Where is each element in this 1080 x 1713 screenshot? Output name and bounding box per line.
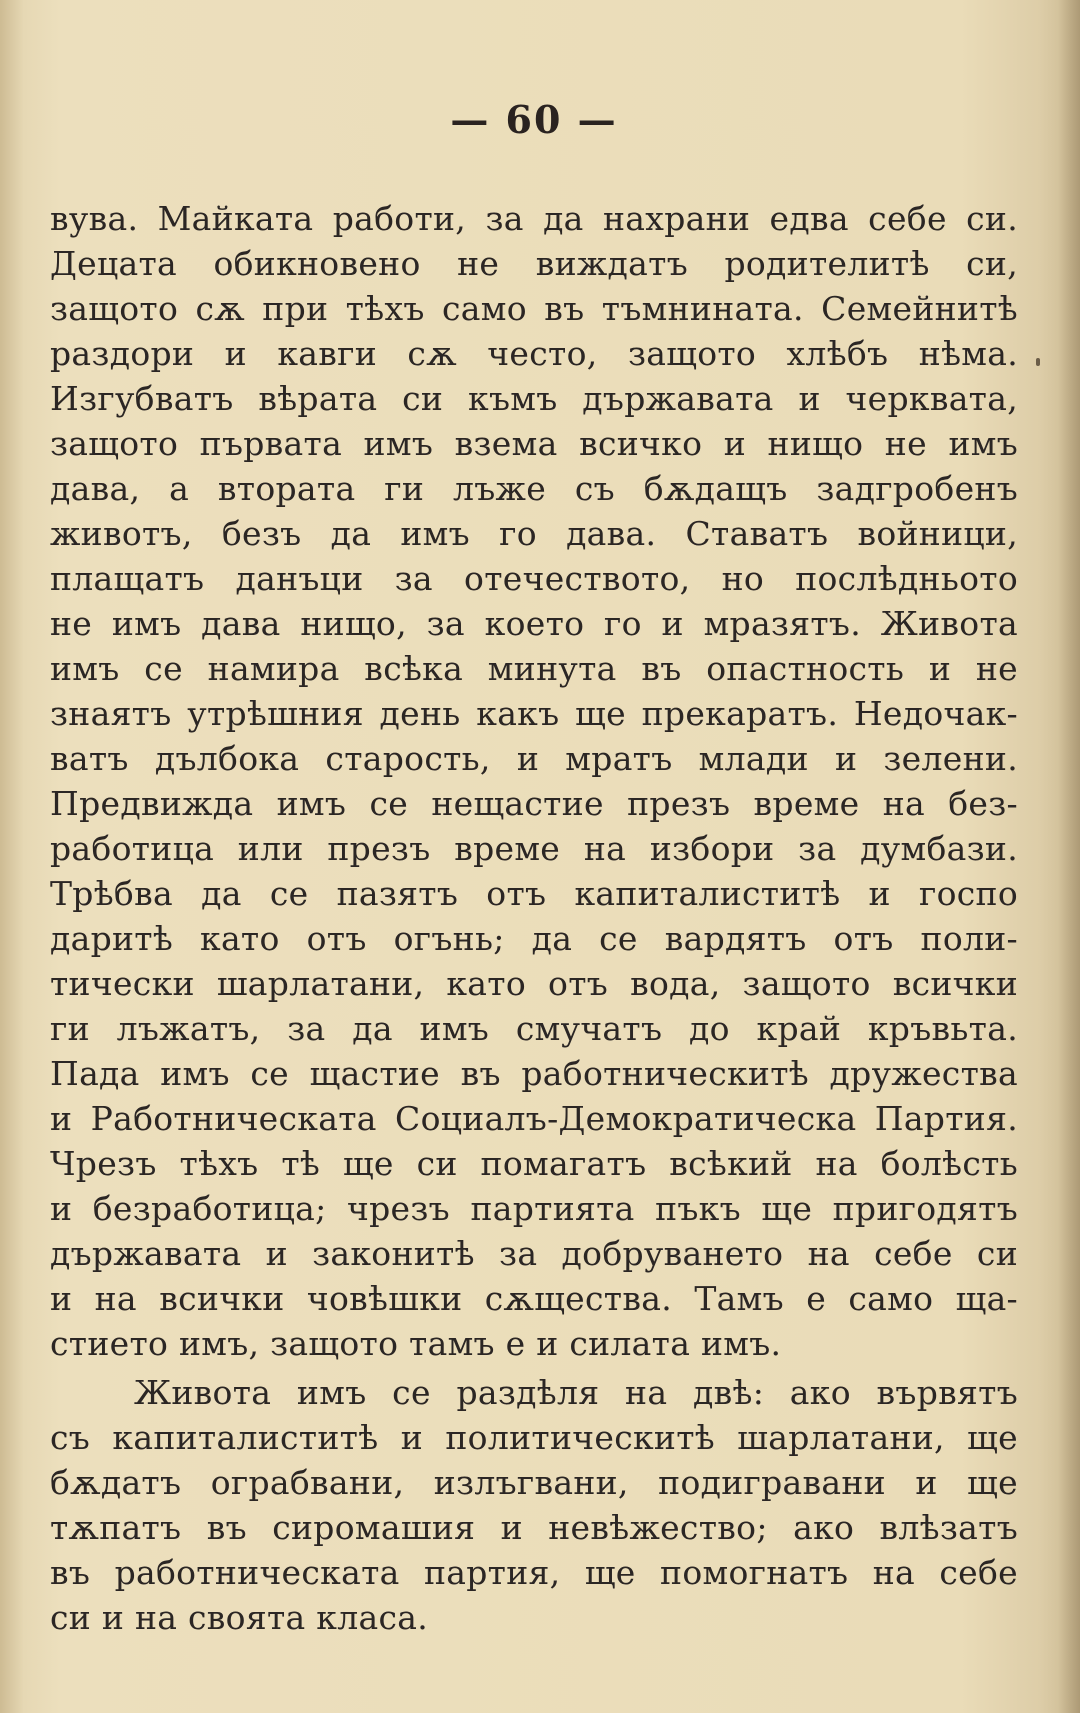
text-line: имъ се намира всѣка минута въ опастность и не [50, 649, 1018, 688]
text-line: Чрезъ тѣхъ тѣ ще си помагатъ всѣкий на болѣсть [50, 1144, 1018, 1183]
text-line: Пада имъ се щастие въ работническитѣ дружества [50, 1054, 1018, 1093]
page-number: — 60 — [450, 97, 618, 142]
text-line: въ работническата партия, ще помогнатъ на себе [50, 1553, 1018, 1592]
page-edge-shadow [1058, 0, 1080, 1713]
body-text [44, 196, 1024, 1640]
text-line: защото сѫ при тѣхъ само въ тъмнината. Семейнитѣ [50, 289, 1018, 328]
text-line: животъ, безъ да имъ го дава. Ставатъ войници, [50, 514, 1018, 553]
text-line: тически шарлатани, като отъ вода, защото всички [50, 964, 1018, 1003]
text-line: плащатъ данъци за отечеството, но послѣдньото [50, 559, 1018, 598]
text-line: бѫдатъ ограбвани, излъгвани, подигравани и ще [50, 1463, 1018, 1502]
text-line: защото първата имъ взема всичко и нищо не имъ [50, 424, 1018, 463]
text-line: Трѣбва да се пазятъ отъ капиталиститѣ и госпо [50, 874, 1018, 913]
paragraph-1 [50, 196, 1018, 1366]
text-line: и безработица; чрезъ партията пъкъ ще пригодятъ [50, 1189, 1018, 1228]
book-page [44, 97, 1024, 1660]
text-line: съ капиталиститѣ и политическитѣ шарлатани, ще [50, 1418, 1018, 1457]
text-line: Живота имъ се раздѣля на двѣ: ако вървятъ [134, 1373, 1018, 1412]
text-line: не имъ дава нищо, за което го и мразятъ. Живота [50, 604, 1018, 643]
text-line: и Работническата Социалъ-Демократическа Партия. [50, 1099, 1018, 1138]
text-line: Изгубватъ вѣрата си къмъ държавата и черквата, [50, 379, 1018, 418]
text-line: ги лъжатъ, за да имъ смучатъ до край кръвьта. [50, 1009, 1018, 1048]
text-line: даритѣ като отъ огънь; да се вардятъ отъ поли- [50, 919, 1018, 958]
text-line: тѫпатъ въ сиромашия и невѣжество; ако влѣзатъ [50, 1508, 1018, 1547]
text-line: дава, а втората ги лъже съ бѫдащъ задгробенъ [50, 469, 1018, 508]
text-line: Децата обикновено не виждатъ родителитѣ си, [50, 244, 1018, 283]
text-line: знаятъ утрѣшния день какъ ще прекаратъ. Недочак- [50, 694, 1018, 733]
text-line: работица или презъ време на избори за думбази. [50, 829, 1018, 868]
paragraph-2 [50, 1370, 1018, 1640]
text-line: вува. Майката работи, за да нахрани едва себе си. [50, 199, 1018, 238]
text-line: стието имъ, защото тамъ е и силата имъ. [50, 1324, 782, 1363]
text-line: ватъ дълбока старость, и мратъ млади и зелени. [50, 739, 1018, 778]
ink-speck [1036, 358, 1040, 366]
text-line: си и на своята класа. [50, 1598, 428, 1637]
text-line: раздори и кавги сѫ често, защото хлѣбъ нѣма. [50, 334, 1018, 373]
text-line: държавата и законитѣ за добруването на себе си [50, 1234, 1018, 1273]
text-line: и на всички човѣшки сѫщества. Тамъ е само ща- [50, 1279, 1018, 1318]
text-line: Предвижда имъ се нещастие презъ време на без- [50, 784, 1018, 823]
